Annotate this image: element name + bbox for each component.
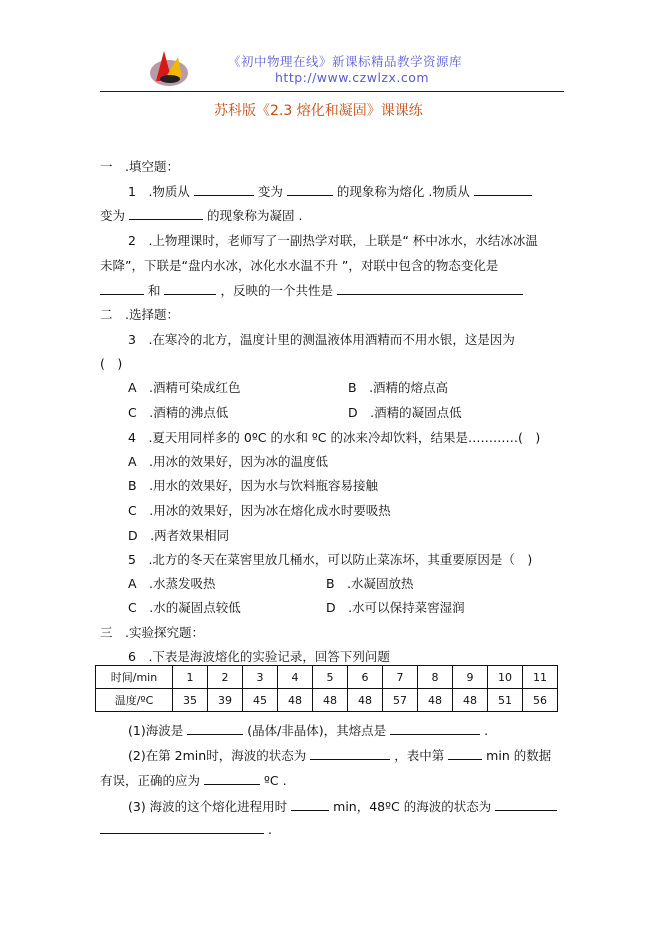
q6-p2-text-e: ºC . <box>263 773 287 788</box>
q1-text-b: 变为 <box>257 184 283 199</box>
q5-stem: 5 .北方的冬天在菜窖里放几桶水，可以防止菜冻坏，其重要原因是（ ) <box>128 552 533 567</box>
q1-line2 <box>100 206 302 224</box>
data-table <box>95 665 558 712</box>
q6-stem: 6 .下表是海波熔化的实验记录，回答下列问题 <box>128 649 390 664</box>
table-cell: 4 <box>278 666 313 689</box>
q3-option-a: A .酒精可染成红色 <box>128 380 241 395</box>
q2-text-b: ，反映的一个共性是 <box>220 283 333 298</box>
q1-blank-3 <box>474 184 532 196</box>
q2-line1: 2 .上物理课时，老师写了一副热学对联，上联是“ 杯中冰水，水结冰冰温 <box>128 233 538 248</box>
table-row-time <box>96 666 558 689</box>
table-cell: 56 <box>523 689 558 712</box>
section-heading-fill-blank: 一 .填空题： <box>100 159 179 174</box>
q2-line3 <box>100 281 523 299</box>
table-cell: 10 <box>488 666 523 689</box>
table-cell: 6 <box>348 666 383 689</box>
q2-blank-3 <box>337 283 523 295</box>
table-cell: 9 <box>453 666 488 689</box>
q6-part3-line2 <box>100 822 272 837</box>
q3-option-c: C .酒精的沸点低 <box>128 405 229 420</box>
q6-p3-blank-1 <box>291 799 329 811</box>
table-cell: 2 <box>208 666 243 689</box>
q6-p2-blank-3 <box>204 773 260 785</box>
q1-text-e: 的现象称为凝固 . <box>206 208 303 223</box>
q5-option-d: D .水可以保持菜窖湿润 <box>326 600 465 615</box>
q1-text-d: 变为 <box>100 208 126 223</box>
header-rule <box>100 91 564 92</box>
q3-line2: ( ) <box>100 356 123 371</box>
table-cell: 48 <box>418 689 453 712</box>
q6-p1-blank-2 <box>390 723 480 735</box>
q6-part2-line2 <box>100 771 287 789</box>
page-title: 苏科版《2.3 熔化和凝固》课课练 <box>214 103 423 119</box>
table-header-time: 时间/min <box>96 666 173 689</box>
q5-option-a: A .水蒸发吸热 <box>128 576 216 591</box>
q6-p3-text-b: min，48ºC 的海波的状态为 <box>333 799 492 814</box>
q2-blank-1 <box>100 283 144 295</box>
section-heading-experiment: 三 .实验探究题： <box>100 625 204 640</box>
table-cell: 39 <box>208 689 243 712</box>
q6-p2-text-a: (2)在第 2min时，海波的状态为 <box>128 748 307 763</box>
table-cell: 57 <box>383 689 418 712</box>
section-heading-choice: 二 .选择题： <box>100 307 179 322</box>
q2-blank-2 <box>164 283 216 295</box>
table-cell: 5 <box>313 666 348 689</box>
q6-p1-text-c: . <box>484 723 489 738</box>
q3-option-b: B .酒精的熔点高 <box>348 380 449 395</box>
table-header-temp: 温度/ºC <box>96 689 173 712</box>
q6-part3-line1 <box>128 797 557 815</box>
header-url: http://www.czwlzx.com <box>275 70 430 85</box>
table-cell: 48 <box>453 689 488 712</box>
q2-line2: 未降”，下联是“盘内水冰，冰化水水温不升 ”，对联中包含的物态变化是 <box>100 258 499 273</box>
q1-line1 <box>128 182 532 200</box>
q6-p2-text-d: 有误，正确的应为 <box>100 773 201 788</box>
q5-option-c: C .水的凝固点较低 <box>128 600 241 615</box>
header-line1: 《初中物理在线》新课标精品教学资源库 <box>228 54 463 69</box>
table-row-temp <box>96 689 558 712</box>
q6-part1 <box>128 721 488 739</box>
table-cell: 45 <box>243 689 278 712</box>
q6-p2-blank-1 <box>310 748 390 760</box>
table-cell: 35 <box>173 689 208 712</box>
q1-text-a: 1 .物质从 <box>128 184 190 199</box>
q5-option-b: B .水凝固放热 <box>326 576 414 591</box>
q6-p3-text-a: (3) 海波的这个熔化进程用时 <box>128 799 288 814</box>
table-cell: 48 <box>278 689 313 712</box>
q4-option-b: B .用水的效果好，因为水与饮料瓶容易接触 <box>128 478 379 493</box>
q4-option-a: A .用冰的效果好，因为冰的温度低 <box>128 454 329 469</box>
table-cell: 8 <box>418 666 453 689</box>
q1-blank-4 <box>129 208 203 220</box>
table-cell: 48 <box>313 689 348 712</box>
q6-p1-blank-1 <box>187 723 243 735</box>
q1-text-c: 的现象称为熔化 .物质从 <box>336 184 470 199</box>
q6-part2-line1 <box>128 746 551 764</box>
q6-p2-blank-2 <box>448 748 482 760</box>
q6-p3-blank-3 <box>100 822 264 834</box>
table-cell: 7 <box>383 666 418 689</box>
table-cell: 3 <box>243 666 278 689</box>
table-cell: 1 <box>173 666 208 689</box>
q4-option-d: D .两者效果相同 <box>128 528 230 543</box>
q6-p2-text-b: ，表中第 <box>394 748 445 763</box>
table-cell: 11 <box>523 666 558 689</box>
q2-text-a: 和 <box>147 283 161 298</box>
q1-blank-2 <box>287 184 333 196</box>
q6-p1-text-b: (晶体/非晶体)，其熔点是 <box>247 723 387 738</box>
q6-p1-text-a: (1)海波是 <box>128 723 184 738</box>
q3-option-d: D .酒精的凝固点低 <box>348 405 462 420</box>
q1-blank-1 <box>194 184 254 196</box>
q4-stem: 4 .夏天用同样多的 0ºC 的水和 ºC 的冰来冷却饮料，结果是…………( ) <box>128 430 541 445</box>
q6-p3-blank-2 <box>495 799 557 811</box>
q4-option-c: C .用冰的效果好，因为冰在熔化成水时要吸热 <box>128 503 391 518</box>
table-cell: 51 <box>488 689 523 712</box>
logo <box>148 47 190 89</box>
q3-line1: 3 .在寒冷的北方，温度计里的测温液体用酒精而不用水银，这是因为 <box>128 332 515 347</box>
q6-p2-text-c: min 的数据 <box>486 748 552 763</box>
table-cell: 48 <box>348 689 383 712</box>
q6-p3-text-c: . <box>267 822 272 837</box>
